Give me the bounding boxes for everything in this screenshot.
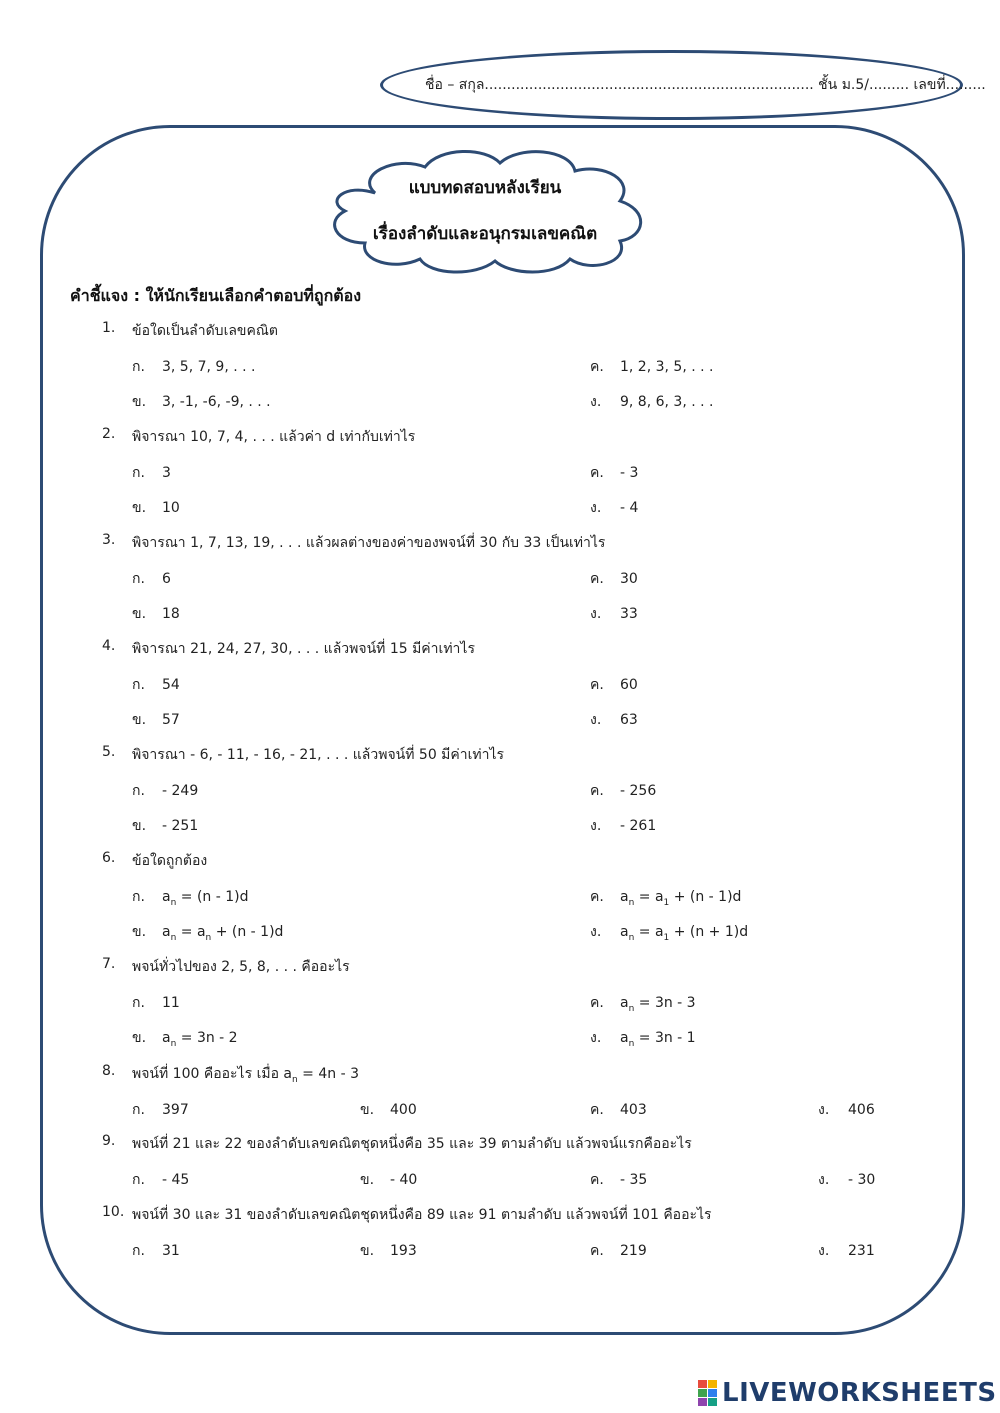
option-value: 57 xyxy=(162,712,180,728)
option-label: ข. xyxy=(132,500,147,516)
question-number: 1. xyxy=(102,320,116,336)
answer-option[interactable] xyxy=(132,886,249,908)
option-label: ค. xyxy=(590,465,604,481)
option-label: ก. xyxy=(132,571,145,587)
answer-option[interactable] xyxy=(590,391,713,413)
answer-option[interactable] xyxy=(132,1169,189,1191)
option-label: ง. xyxy=(818,1172,830,1188)
option-value: 3, 5, 7, 9, . . . xyxy=(162,359,256,375)
answer-option[interactable] xyxy=(132,1240,180,1262)
option-label: ข. xyxy=(360,1172,375,1188)
option-value: - 30 xyxy=(848,1172,876,1188)
option-label: ง. xyxy=(590,712,602,728)
option-value: 10 xyxy=(162,500,180,516)
option-value: - 40 xyxy=(390,1172,418,1188)
answer-option[interactable] xyxy=(132,1099,189,1121)
answer-option[interactable] xyxy=(360,1099,417,1121)
answer-option[interactable] xyxy=(132,780,198,802)
option-label: ค. xyxy=(590,783,604,799)
question-number: 10. xyxy=(102,1204,125,1220)
instructions: คำชี้แจง : ให้นักเรียนเลือกคำตอบที่ถูกต้อง xyxy=(70,286,362,305)
question-text: พจน์ที่ 21 และ 22 ของลำดับเลขคณิตชุดหนึ่งคือ 35 และ 39 ตามลำดับ แล้วพจน์แรกคืออะไร xyxy=(132,1136,692,1152)
option-label: ก. xyxy=(132,783,145,799)
question-text: พิจารณา 21, 24, 27, 30, . . . แล้วพจน์ที่ 15 มีค่าเท่าไร xyxy=(132,641,475,657)
footer-brand: LIVEWORKSHEETS xyxy=(722,1378,997,1408)
answer-option[interactable] xyxy=(590,992,696,1014)
option-value: 397 xyxy=(162,1102,189,1118)
option-value: $a_n = a_1 + (n - 1)d$ xyxy=(620,889,742,908)
option-value: 403 xyxy=(620,1102,647,1118)
option-label: ก. xyxy=(132,677,145,693)
option-value: - 251 xyxy=(162,818,199,834)
answer-option[interactable] xyxy=(590,921,748,943)
option-label: ข. xyxy=(132,606,147,622)
option-value: 406 xyxy=(848,1102,875,1118)
option-value: $a_n = 3n - 3$ xyxy=(620,995,696,1014)
option-label: ง. xyxy=(590,394,602,410)
option-label: ค. xyxy=(590,1102,604,1118)
option-label: ข. xyxy=(360,1102,375,1118)
option-value: 63 xyxy=(620,712,638,728)
answer-option[interactable] xyxy=(132,709,180,731)
answer-option[interactable] xyxy=(132,497,180,519)
answer-option[interactable] xyxy=(590,1099,647,1121)
liveworksheets-logo-icon xyxy=(698,1380,718,1406)
answer-option[interactable] xyxy=(590,497,638,519)
option-label: ค. xyxy=(590,995,604,1011)
option-label: ง. xyxy=(590,500,602,516)
option-label: ง. xyxy=(590,924,602,940)
option-label: ข. xyxy=(132,394,147,410)
option-label: ข. xyxy=(360,1243,375,1259)
question-number: 8. xyxy=(102,1063,116,1079)
option-label: ก. xyxy=(132,1243,145,1259)
option-label: ค. xyxy=(590,1243,604,1259)
question-text: ข้อใดถูกต้อง xyxy=(132,853,208,869)
answer-option[interactable] xyxy=(360,1169,417,1191)
answer-option[interactable] xyxy=(590,356,713,378)
option-label: ง. xyxy=(590,1030,602,1046)
answer-option[interactable] xyxy=(132,568,171,590)
question-text: ข้อใดเป็นลำดับเลขคณิต xyxy=(132,323,278,339)
option-value: - 45 xyxy=(162,1172,190,1188)
option-label: ง. xyxy=(818,1102,830,1118)
option-value: 31 xyxy=(162,1243,180,1259)
question-text: พิจารณา 10, 7, 4, . . . แล้วค่า d เท่ากับเท่าไร xyxy=(132,429,416,445)
name-class-number-line[interactable]: ชื่อ – สกุล.......................................................................... ชั้น ม.5/......... เลขที่......... xyxy=(425,77,986,93)
answer-option[interactable] xyxy=(590,462,638,484)
test-title: แบบทดสอบหลังเรียน xyxy=(408,178,562,198)
option-value: 219 xyxy=(620,1243,647,1259)
answer-option[interactable] xyxy=(818,1240,875,1262)
answer-option[interactable] xyxy=(132,674,180,696)
question-number: 2. xyxy=(102,426,116,442)
option-label: ข. xyxy=(132,924,147,940)
option-value: 60 xyxy=(620,677,638,693)
question-number: 9. xyxy=(102,1133,116,1149)
option-value: $a_n = 3n - 1$ xyxy=(620,1030,696,1049)
option-value: - 35 xyxy=(620,1172,648,1188)
test-subtitle: เรื่องลำดับและอนุกรมเลขคณิต xyxy=(372,224,598,244)
answer-option[interactable] xyxy=(590,815,656,837)
option-label: ข. xyxy=(132,712,147,728)
option-value: $a_n = (n - 1)d$ xyxy=(162,889,249,908)
answer-option[interactable] xyxy=(590,780,656,802)
answer-option[interactable] xyxy=(132,921,283,943)
option-label: ค. xyxy=(590,677,604,693)
option-label: ก. xyxy=(132,889,145,905)
title-cloud xyxy=(315,145,655,275)
answer-option[interactable] xyxy=(590,886,741,908)
option-label: ง. xyxy=(818,1243,830,1259)
option-value: 3 xyxy=(162,465,171,481)
option-label: ก. xyxy=(132,1172,145,1188)
option-value: 18 xyxy=(162,606,180,622)
answer-option[interactable] xyxy=(590,1240,647,1262)
option-label: ก. xyxy=(132,465,145,481)
option-value: 30 xyxy=(620,571,638,587)
option-value: - 256 xyxy=(620,783,657,799)
option-value: 6 xyxy=(162,571,171,587)
question-number: 3. xyxy=(102,532,116,548)
option-value: - 4 xyxy=(620,500,639,516)
option-value: 400 xyxy=(390,1102,417,1118)
option-label: ก. xyxy=(132,359,145,375)
option-value: $a_n = 3n - 2$ xyxy=(162,1030,238,1049)
option-label: ข. xyxy=(132,818,147,834)
question-number: 6. xyxy=(102,850,116,866)
answer-option[interactable] xyxy=(132,391,271,413)
answer-option[interactable] xyxy=(132,462,171,484)
answer-option[interactable] xyxy=(590,603,638,625)
option-label: ค. xyxy=(590,889,604,905)
option-value: - 249 xyxy=(162,783,199,799)
option-value: $a_n = a_n + (n - 1)d$ xyxy=(162,924,284,943)
option-value: 33 xyxy=(620,606,638,622)
option-label: ค. xyxy=(590,359,604,375)
question-text: พจน์ที่ 30 และ 31 ของลำดับเลขคณิตชุดหนึ่งคือ 89 และ 91 ตามลำดับ แล้วพจน์ที่ 101 คืออะไร xyxy=(132,1207,712,1223)
option-value: 11 xyxy=(162,995,180,1011)
option-value: $a_n = a_1 + (n + 1)d$ xyxy=(620,924,749,943)
option-label: ข. xyxy=(132,1030,147,1046)
option-value: 54 xyxy=(162,677,180,693)
option-value: 193 xyxy=(390,1243,417,1259)
answer-option[interactable] xyxy=(590,1027,696,1049)
answer-option[interactable] xyxy=(590,674,638,696)
option-value: - 3 xyxy=(620,465,639,481)
option-value: 231 xyxy=(848,1243,875,1259)
option-label: ก. xyxy=(132,995,145,1011)
answer-option[interactable] xyxy=(132,356,255,378)
question-text: พิจารณา 1, 7, 13, 19, . . . แล้วผลต่างของค่าของพจน์ที่ 30 กับ 33 เป็นเท่าไร xyxy=(132,535,606,551)
option-label: ค. xyxy=(590,571,604,587)
question-number: 5. xyxy=(102,744,116,760)
answer-option[interactable] xyxy=(818,1099,875,1121)
question-number: 4. xyxy=(102,638,116,654)
answer-option[interactable] xyxy=(132,1027,238,1049)
answer-option[interactable] xyxy=(360,1240,417,1262)
option-label: ค. xyxy=(590,1172,604,1188)
option-value: - 261 xyxy=(620,818,657,834)
option-label: ก. xyxy=(132,1102,145,1118)
question-text: พจน์ที่ 100 คืออะไร เมื่อ $a_n = 4n - 3$ xyxy=(132,1066,360,1085)
question-text: พิจารณา - 6, - 11, - 16, - 21, . . . แล้วพจน์ที่ 50 มีค่าเท่าไร xyxy=(132,747,505,763)
answer-option[interactable] xyxy=(590,709,638,731)
option-value: 3, -1, -6, -9, . . . xyxy=(162,394,271,410)
answer-option[interactable] xyxy=(818,1169,875,1191)
answer-option[interactable] xyxy=(132,992,180,1014)
option-value: 9, 8, 6, 3, . . . xyxy=(620,394,714,410)
answer-option[interactable] xyxy=(590,1169,647,1191)
option-label: ง. xyxy=(590,818,602,834)
answer-option[interactable] xyxy=(590,568,638,590)
option-value: 1, 2, 3, 5, . . . xyxy=(620,359,714,375)
question-number: 7. xyxy=(102,956,116,972)
answer-option[interactable] xyxy=(132,815,198,837)
answer-option[interactable] xyxy=(132,603,180,625)
option-label: ง. xyxy=(590,606,602,622)
question-text: พจน์ทั่วไปของ 2, 5, 8, . . . คืออะไร xyxy=(132,959,350,975)
